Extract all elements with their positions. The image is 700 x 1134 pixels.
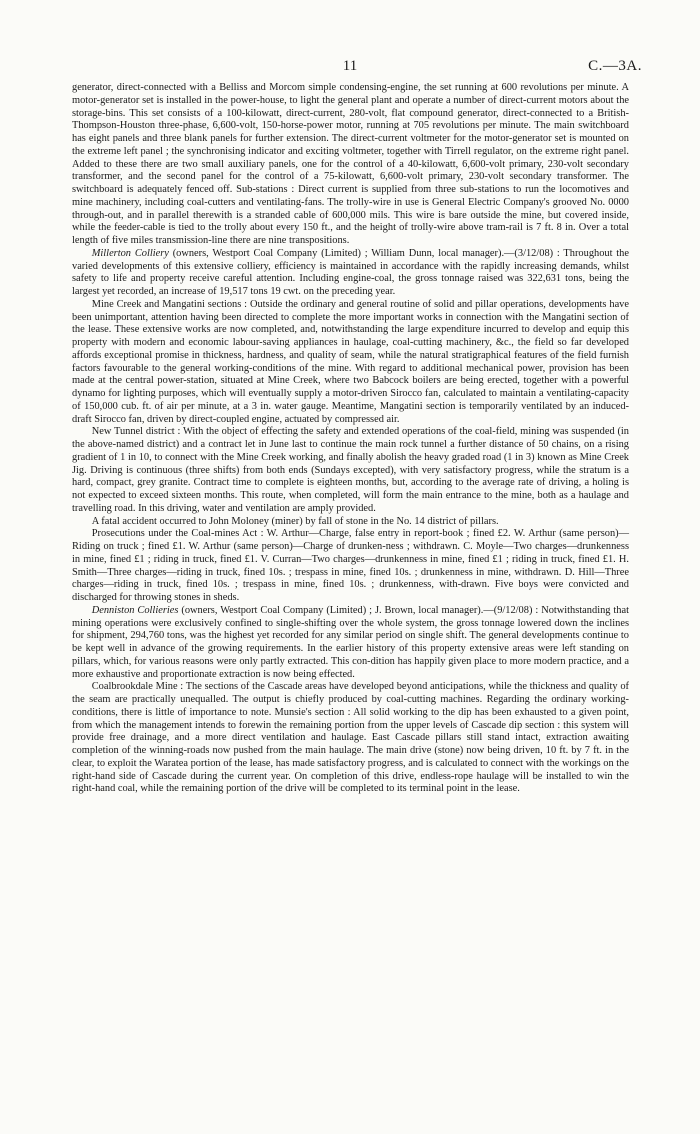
paragraph-power-plant: generator, direct-connected with a Belliss and Morcom simple condensing-engine, the set running at 600 revolutions per minute. A motor-generator set is installed in the power-house, to light the general plant and operate a number of direct-current motors about the storage-bins. This set consists of a 100-kilowatt, direct-current, 280-volt, flat compound generator, direct-connected to a British-Thompson-Houston three-phase, 6,600-volt, 150-horse-power motor, running at 705 revolutions per minute. The main switchboard has eight panels and three blank panels for further extension. The direct-current voltmeter for the motor-generator set is mounted on the extreme left panel ; the synchronising indicator and exciting voltmeter, together with Tirrell regulator, on the extreme right panel. Added to these there are two small auxiliary panels, one for the control of a 40-kilowatt, 6,600-volt primary, 230-volt secondary transformer, and the second panel for the control of a 75-kilowatt, 6,600-volt primary, 230-volt secondary transformer. The switchboard is adequately fenced off. Sub-stations : Direct current is supplied from three sub-stations to run the locomotives and mine machinery, including coal-cutters and ventilating-fans. The trolly-wire in use is General Electric Company's grooved No. 0000 through-out, and in parallel therewith is a stranded cable of 600,000 mils. This wire is bare outside the mine, but covered inside, while the feeder-cable is tied to the trolly about every 150 ft., and the height of trolly-wire above tram-rail is 7 ft. 8 in. Over a total length of five miles transmission-line there are nine transpositions. xyxy=(72,82,629,246)
page-number: 11 xyxy=(342,58,358,74)
document-body xyxy=(72,82,629,796)
paragraph-prosecutions: Prosecutions under the Coal-mines Act : W. Arthur—Charge, false entry in report-book ; fined £2. W. Arthur (same person)—Riding on truck ; fined £1. W. Arthur (same person)—Charge of drunken-ness ; withdrawn. C. Moyle—Two charges—drunkenness in mine, fined £1 ; riding in truck, fined £1. V. Curran—Two charges—drunkenness in mine, fined £1 ; riding in truck, fined £1. H. Smith—Three charges—riding in truck, fined 10s. ; trespass in mine, fined 10s. ; drunkenness in mine, withdrawn. D. Hill—Three charges—riding in truck, fined 10s. ; trespass in mine, fined 10s. ; drunkenness, with-drawn. Five boys were convicted and discharged for throwing stones in sheds. xyxy=(72,528,629,603)
paragraph-new-tunnel-district: New Tunnel district : With the object of effecting the safety and extended operations of the coal-field, mining was suspended (in the above-named district) and a contract let in June last to continue the main rock tunnel a further distance of 50 chains, on a rising gradient of 1 in 10, to connect with the Mine Creek working, and finally abolish the heavy graded road (1 in 3) known as Mine Creek Jig. Driving is continuous (three shifts) from both ends (Sundays excepted), with very satisfactory progress, while the stratum is a hard, compact, grey granite. Contract time to complete is eighteen months, but, according to the average rate of driving, a holing is not expected to exceed sixteen months. This route, when completed, will form the main entrance to the mine, both as a haulage and travelling road. In this driving, water and ventilation are amply provided. xyxy=(72,426,629,514)
paragraph-denniston-collieries xyxy=(72,605,629,682)
paragraph-coalbrookdale-mine: Coalbrookdale Mine : The sections of the Cascade areas have developed beyond anticipations, while the thickness and quality of the seam are practically unequalled. The output is chiefly produced by coal-cutting machines. Regarding the ordinary working-conditions, there is little of importance to note. Munsie's section : All solid working to the dip has been exhausted to a given point, from which the management intends to forewin the remaining portion from the upper levels of Cascade dip section : this system will provide free drainage, and a more direct ventilation and haulage. East Cascade pillars still stand intact, extraction awaiting completion of the winning-roads now pushed from the main haulage. The main drive (stone) now being driven, 10 ft. by 7 ft. in the clear, to exploit the Waratea portion of the lease, has made satisfactory progress, and is calculated to connect with the workings on the right-hand side of Cascade during the current year. On completion of this drive, endless-rope haulage will be installed to win the right-hand coal, while the remaining portion of the drive will be completed to its terminal point in the lease. xyxy=(72,681,629,795)
paragraph-millerton-colliery xyxy=(72,248,629,299)
denniston-collieries-text: (owners, Westport Coal Company (Limited) ; J. Brown, local manager).—(9/12/08) : Notwithstanding that mining operations were exclusively confined to single-shifting over the whole system, the gross tonnage lowered down the inclines for shipment, 294,760 tons, was the highest yet recorded for any similar period on single shift. The general developments continue to be kept well in advance of the growing requirements. In the earlier history of this property extensive areas were left standing on pillars, which, for various reasons were only partly extracted. This con-dition has happily given place to more modern practice, and a more exhaustive and proportionate extraction is now being effected. xyxy=(72,604,629,680)
denniston-collieries-heading: Denniston Collieries xyxy=(91,604,179,616)
millerton-colliery-text: (owners, Westport Coal Company (Limited) ; William Dunn, local manager).—(3/12/08) : Throughout the varied developments of this extensive colliery, efficiency is maintained in accordance with the rapidly increasing demands, whilst safety to life and property receive careful attention. Including engine-coal, the gross tonnage raised was 322,631 tons, being the largest yet recorded, an increase of 19,517 tons 19 cwt. on the preceding year. xyxy=(72,247,629,297)
millerton-colliery-heading: Millerton Colliery xyxy=(91,247,169,259)
report-reference: C.—3A. xyxy=(588,58,642,74)
paragraph-mine-creek-mangatini: Mine Creek and Mangatini sections : Outside the ordinary and general routine of solid and pillar operations, developments have been unimportant, attention having been directed to complete the more important works in connection with the Mangatini section of the lease. These extensive works are now completed, and, notwithstanding the large expenditure incurred to develop and equip this property with modern and economic labour-saving appliances in haulage, coal-cutting machinery, &c., the field so far developed affords exceptional promise in thickness, hardness, and quality of seam, while the natural stratigraphical features of the field furnish factors favourable to the general working-conditions of the mine. With regard to additional mechanical power, provision has been made at the central power-station, situated at Mine Creek, where two Babcock boilers are being erected, together with a powerful dynamo for lighting purposes, which will eventually supply a motor-driven Sirocco fan, calculated to maintain a ventilating-capacity of 150,000 cub. ft. of air per minute, at a 3 in. water gauge. Meantime, Mangatini section is temporarily ventilated by an induced-draft Sirocco fan, driven by direct-coupled engine, actuated by compressed air. xyxy=(72,298,629,425)
page-header xyxy=(0,58,700,78)
paragraph-fatal-accident: A fatal accident occurred to John Moloney (miner) by fall of stone in the No. 14 district of pillars. xyxy=(91,515,499,527)
